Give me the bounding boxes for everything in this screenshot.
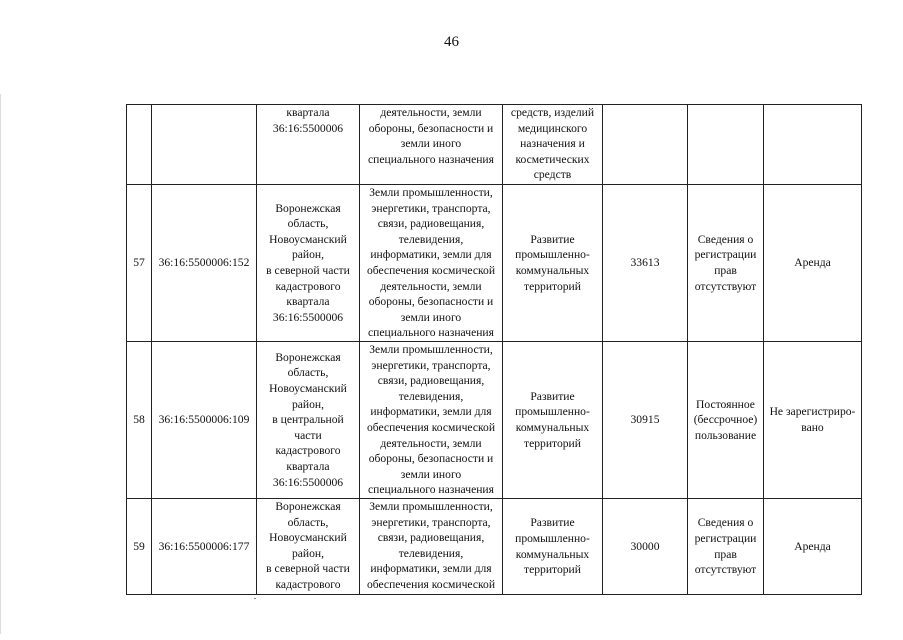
permitted-use: средств, изделий медицинского назначения и косметических средств — [503, 105, 603, 185]
table-row — [127, 499, 862, 595]
row-number: 57 — [127, 185, 152, 342]
encumbrance: Аренда — [764, 499, 862, 595]
table-row — [127, 185, 862, 342]
plot-area — [603, 105, 688, 185]
land-category: Земли промышленности, энергетики, транспорта, связи, радиовещания, телевидения, информатики, земли для обеспечения космической — [360, 499, 503, 595]
row-number — [127, 105, 152, 185]
scan-speck — [254, 598, 256, 599]
cadastral-number: 36:16:5500006:177 — [152, 499, 257, 595]
right-type: Постоянное (бессрочное) пользование — [688, 342, 764, 499]
cadastral-number: 36:16:5500006:109 — [152, 342, 257, 499]
plot-area: 30915 — [603, 342, 688, 499]
permitted-use: Развитие промышленно- коммунальных территорий — [503, 185, 603, 342]
table-row — [127, 105, 862, 185]
cadastral-number — [152, 105, 257, 185]
scan-edge — [0, 94, 1, 634]
land-plots-table — [126, 104, 862, 595]
right-type — [688, 105, 764, 185]
land-category: деятельности, земли обороны, безопасности и земли иного специального назначения — [360, 105, 503, 185]
cadastral-number: 36:16:5500006:152 — [152, 185, 257, 342]
plot-area: 33613 — [603, 185, 688, 342]
plot-address: Воронежская область, Новоусманский район, в северной части кадастрового квартала 36:16:5500006 — [257, 185, 360, 342]
table-row — [127, 342, 862, 499]
page-number: 46 — [444, 34, 459, 50]
right-type: Сведения о регистрации прав отсутствуют — [688, 185, 764, 342]
encumbrance — [764, 105, 862, 185]
land-category: Земли промышленности, энергетики, транспорта, связи, радиовещания, телевидения, информатики, земли для обеспечения космической деятельности, земли обороны, безопасности и земли иного специального назначения — [360, 185, 503, 342]
encumbrance: Не зарегистриро- вано — [764, 342, 862, 499]
row-number: 59 — [127, 499, 152, 595]
plot-address: Воронежская область, Новоусманский район, в северной части кадастрового — [257, 499, 360, 595]
encumbrance: Аренда — [764, 185, 862, 342]
land-category: Земли промышленности, энергетики, транспорта, связи, радиовещания, телевидения, информатики, земли для обеспечения космической деятельности, земли обороны, безопасности и земли иного специального назначения — [360, 342, 503, 499]
plot-address: квартала 36:16:5500006 — [257, 105, 360, 185]
plot-area: 30000 — [603, 499, 688, 595]
right-type: Сведения о регистрации прав отсутствуют — [688, 499, 764, 595]
plot-address: Воронежская область, Новоусманский район, в центральной части кадастрового квартала 36:16:5500006 — [257, 342, 360, 499]
row-number: 58 — [127, 342, 152, 499]
permitted-use: Развитие промышленно- коммунальных территорий — [503, 499, 603, 595]
permitted-use: Развитие промышленно- коммунальных территорий — [503, 342, 603, 499]
